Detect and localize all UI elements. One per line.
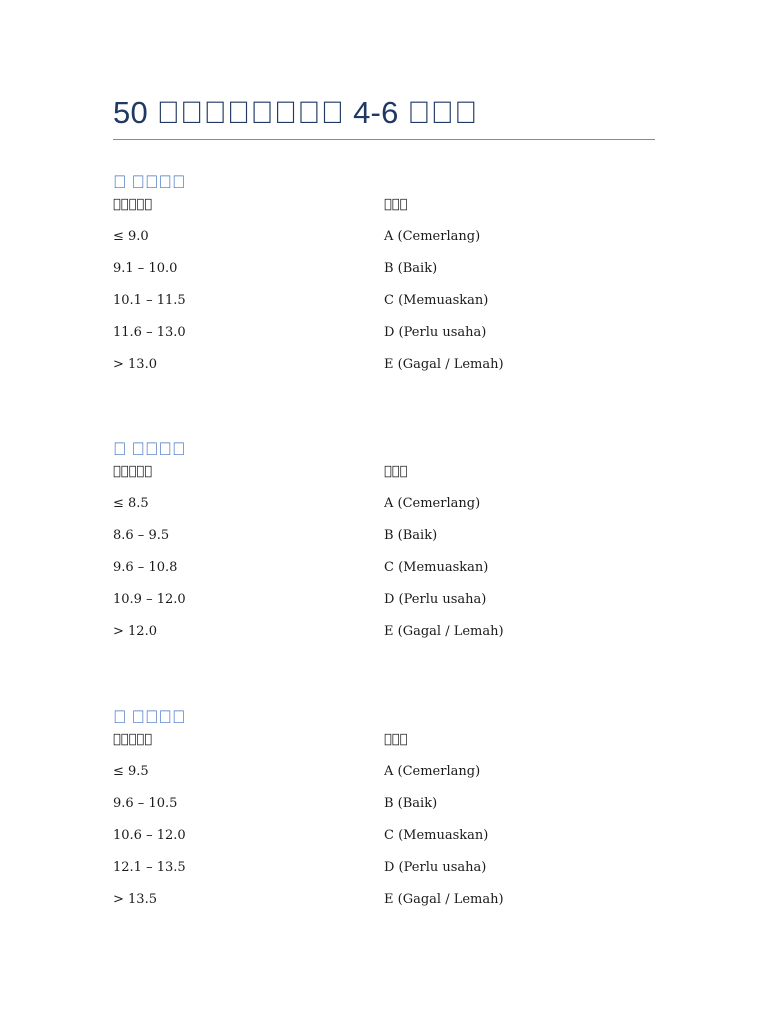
time-cell: 8.6 – 9.5 [113, 528, 170, 543]
grade-cell: B (Baik) [384, 796, 438, 811]
time-cell: 9.6 – 10.8 [113, 560, 178, 575]
grade-cell: E (Gagal / Lemah) [384, 892, 504, 907]
grade-cell: E (Gagal / Lemah) [384, 624, 504, 639]
time-cell: 9.1 – 10.0 [113, 261, 178, 276]
header-cell-time: 􏰀􏰀􏰀􏰀􏰀 [113, 464, 153, 479]
grade-cell: A (Cemerlang) [384, 764, 481, 779]
time-cell: 10.9 – 12.0 [113, 592, 186, 607]
document-title: 50 􏰀􏰀􏰀􏰀􏰀􏰀􏰀􏰀 4-6 􏰀􏰀􏰀 [113, 95, 478, 130]
time-cell: 10.1 – 11.5 [113, 293, 186, 308]
time-cell: ≤ 8.5 [113, 496, 149, 511]
header-cell-time: 􏰀􏰀􏰀􏰀􏰀 [113, 732, 153, 747]
grade-cell: D (Perlu usaha) [384, 860, 487, 875]
table-row [113, 324, 655, 356]
table-row [113, 763, 655, 795]
table-row [113, 292, 655, 324]
time-cell: 9.6 – 10.5 [113, 796, 178, 811]
grade-cell: B (Baik) [384, 528, 438, 543]
grade-section-1 [113, 170, 655, 388]
header-cell-grade: 􏰀􏰀􏰀 [384, 732, 408, 747]
grade-section-3 [113, 705, 655, 923]
table-row [113, 623, 655, 655]
grade-cell: D (Perlu usaha) [384, 592, 487, 607]
grade-cell: E (Gagal / Lemah) [384, 357, 504, 372]
grade-cell: A (Cemerlang) [384, 496, 481, 511]
table-row [113, 356, 655, 388]
table-header-row [113, 731, 655, 763]
table-row [113, 495, 655, 527]
table-row [113, 859, 655, 891]
table-row [113, 260, 655, 292]
grade-cell: C (Memuaskan) [384, 828, 489, 843]
table-header-row [113, 463, 655, 495]
time-cell: > 12.0 [113, 624, 157, 639]
grade-cell: D (Perlu usaha) [384, 325, 487, 340]
grade-table [113, 731, 655, 923]
grade-table [113, 196, 655, 388]
grade-table [113, 463, 655, 655]
time-cell: ≤ 9.5 [113, 764, 149, 779]
section-heading: 􏰀 􏰀􏰀􏰀􏰀 [113, 707, 186, 727]
table-header-row [113, 196, 655, 228]
header-cell-grade: 􏰀􏰀􏰀 [384, 464, 408, 479]
table-row [113, 795, 655, 827]
time-cell: ≤ 9.0 [113, 229, 149, 244]
table-row [113, 827, 655, 859]
table-row [113, 591, 655, 623]
header-cell-grade: 􏰀􏰀􏰀 [384, 197, 408, 212]
grade-section-2 [113, 437, 655, 655]
grade-cell: B (Baik) [384, 261, 438, 276]
time-cell: > 13.0 [113, 357, 157, 372]
grade-cell: C (Memuaskan) [384, 293, 489, 308]
table-row [113, 891, 655, 923]
time-cell: 10.6 – 12.0 [113, 828, 186, 843]
table-row [113, 559, 655, 591]
grade-cell: C (Memuaskan) [384, 560, 489, 575]
time-cell: 11.6 – 13.0 [113, 325, 186, 340]
title-underline [113, 139, 655, 140]
time-cell: > 13.5 [113, 892, 157, 907]
table-row [113, 228, 655, 260]
section-heading: 􏰀 􏰀􏰀􏰀􏰀 [113, 439, 186, 459]
section-heading: 􏰀 􏰀􏰀􏰀􏰀 [113, 172, 186, 192]
time-cell: 12.1 – 13.5 [113, 860, 186, 875]
grade-cell: A (Cemerlang) [384, 229, 481, 244]
header-cell-time: 􏰀􏰀􏰀􏰀􏰀 [113, 197, 153, 212]
table-row [113, 527, 655, 559]
